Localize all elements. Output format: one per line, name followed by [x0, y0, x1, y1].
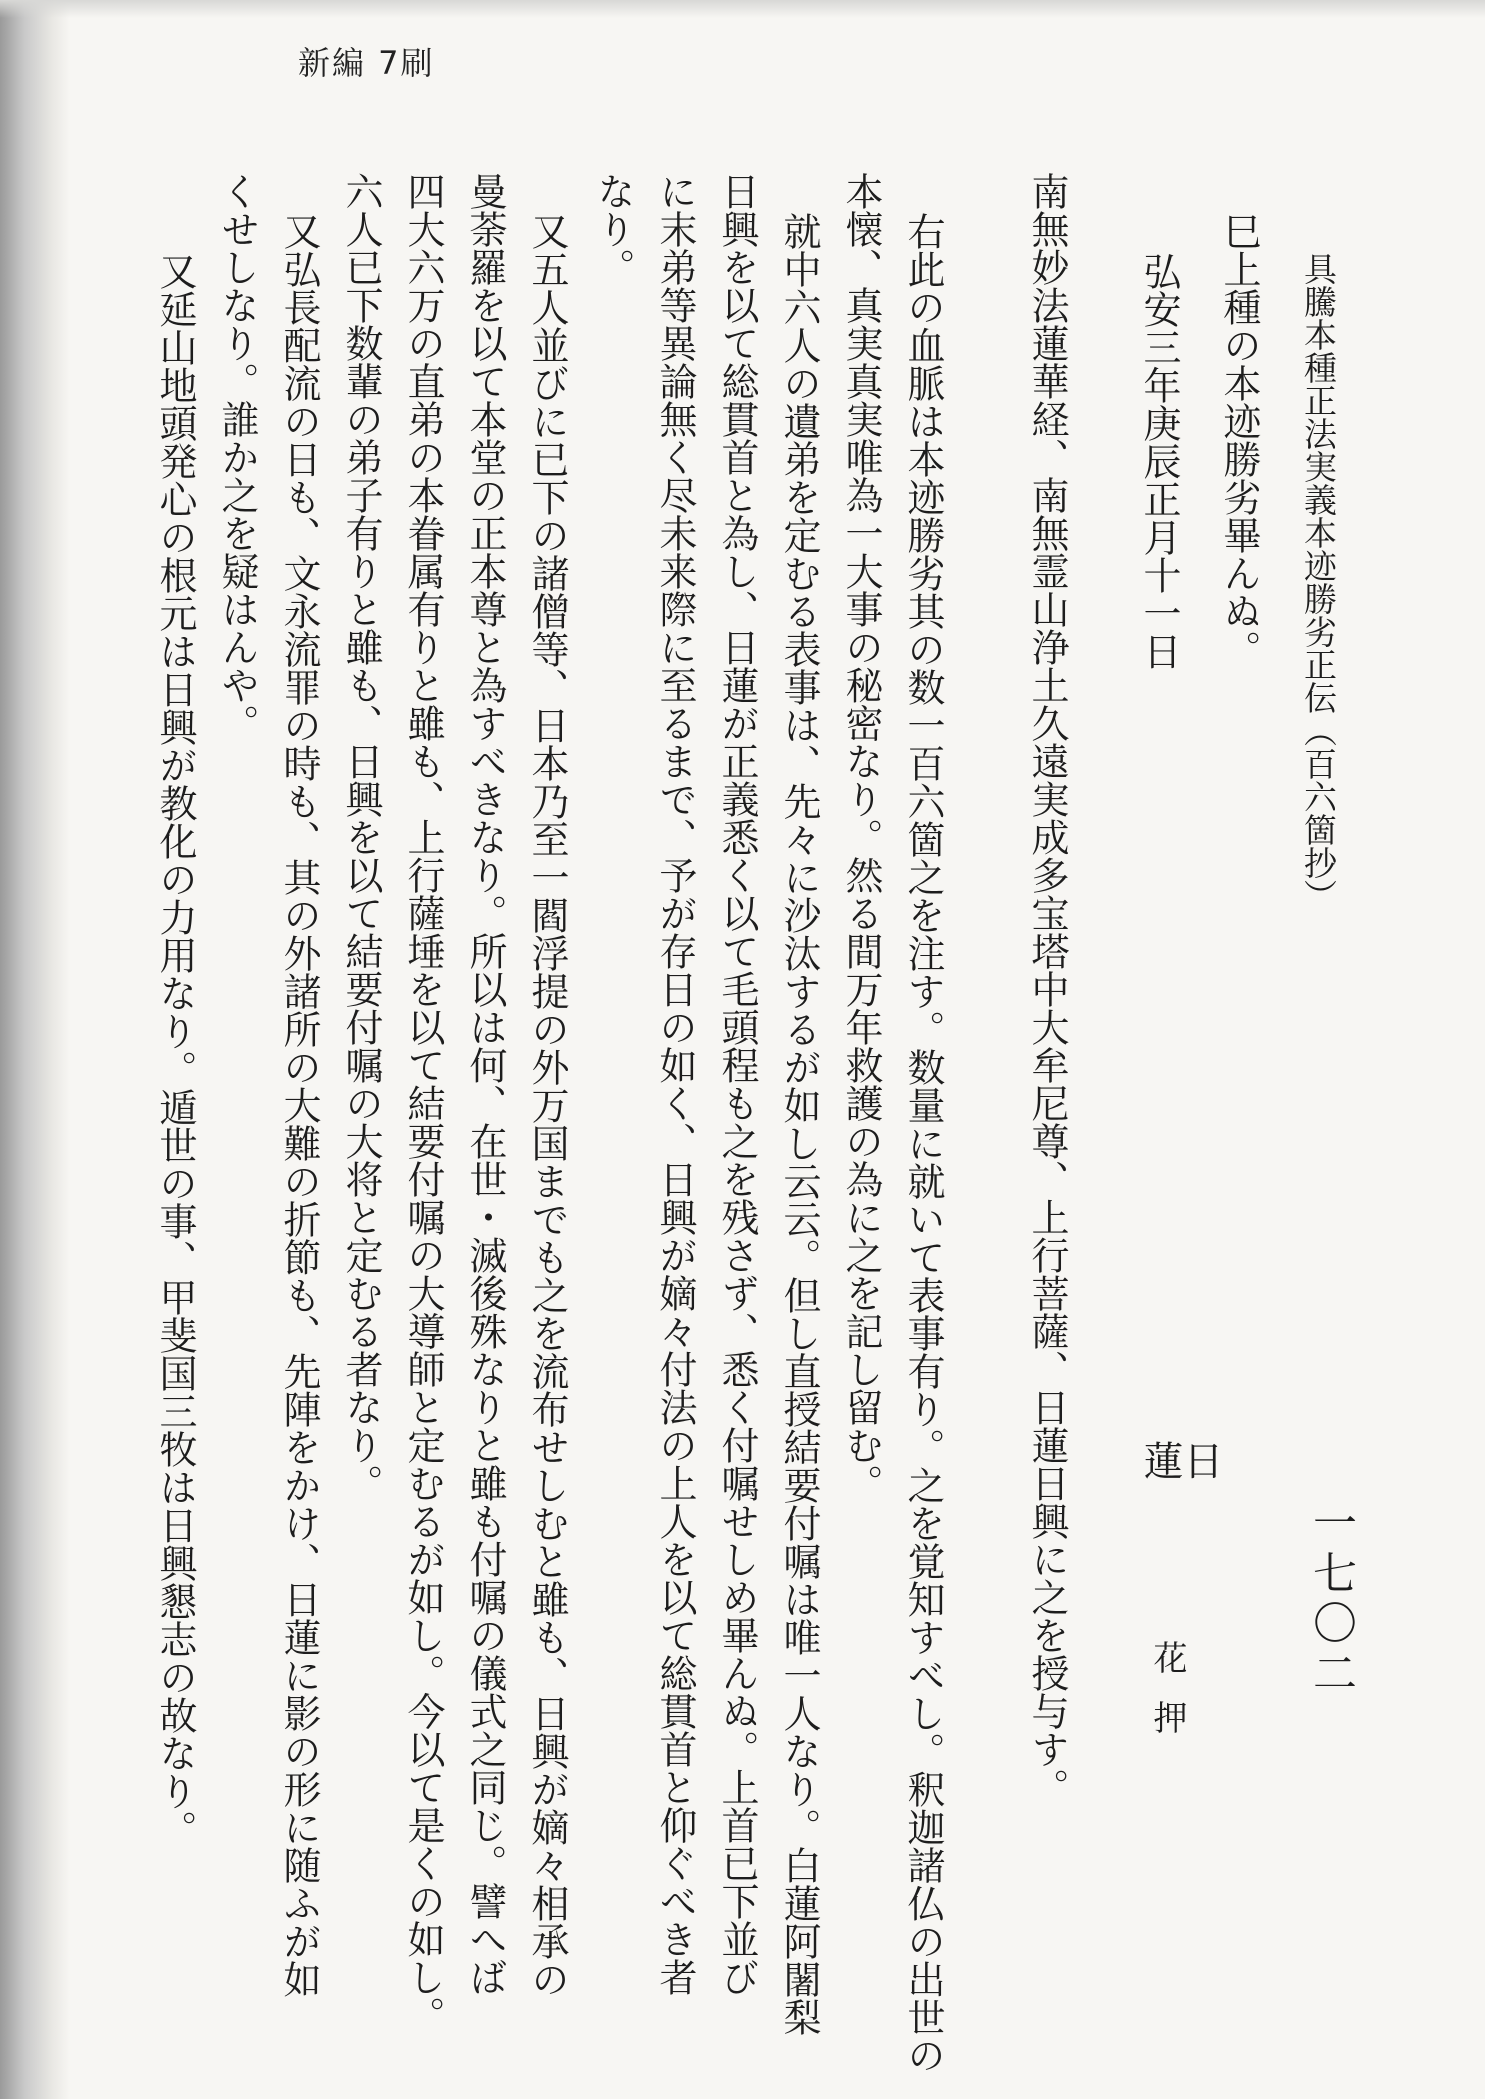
signature-block: [1137, 1440, 1223, 1540]
page-number: 一七〇二: [1305, 1500, 1356, 1700]
text-column-12: 四大六万の直弟の本眷属有りと雖も、上行薩埵を以て結要付嘱の大導師と定むるが如し。今以て是くの如し。: [401, 172, 445, 2034]
text-column-1: 巳上種の本迹勝劣畢んぬ。: [1217, 212, 1261, 668]
text-column-11: 曼荼羅を以て本堂の正本尊と為すべきなり。所以は何、在世・滅後殊なりと雖も付嘱の儀式之同じ。譬へば: [463, 172, 507, 1996]
text-column-10: 又五人並びに已下の諸僧等、日本乃至一閻浮提の外万国までも之を流布せしむと雖も、日興が嫡々相承の: [525, 212, 569, 1998]
scan-top-shadow: [0, 0, 1485, 18]
signature-kao: 花押: [1147, 1640, 1187, 1760]
text-column-16: 又延山地頭発心の根元は日興が教化の力用なり。遁世の事、甲斐国三牧は日興懇志の故なり。: [153, 252, 197, 1848]
date-line: 弘安三年庚辰正月十一日: [1137, 252, 1181, 670]
text-column-15: くせしなり。誰か之を疑はんや。: [215, 172, 259, 742]
text-column-9: なり。: [591, 172, 635, 286]
text-column-5: 本懐、真実真実唯為一大事の秘密なり。然る間万年救護の為に之を記し留む。: [839, 172, 883, 1502]
signature-name-second: 蓮: [1137, 1440, 1183, 1480]
text-column-8: に末弟等異論無く尽未来際に至るまで、予が存日の如く、日興が嫡々付法の上人を以て総貫首と仰ぐべき者: [653, 172, 697, 1996]
text-column-6: 就中六人の遺弟を定むる表事は、先々に沙汰するが如し云云。但し直授結要付嘱は唯一人なり。白蓮阿闍梨: [777, 212, 821, 2036]
text-column-14: 又弘長配流の日も、文永流罪の時も、其の外諸所の大難の折節も、先陣をかけ、日蓮に影の形に随ふが如: [277, 212, 321, 1998]
text-column-7: 日興を以て総貫首と為し、日蓮が正義悉く以て毛頭程も之を残さず、悉く付嘱せしめ畢んぬ。上首已下並び: [715, 172, 759, 1996]
signature-name-first: 日: [1177, 1440, 1223, 1480]
edition-stamp: 新編 7刷: [298, 44, 435, 82]
running-header-title: 具騰本種正法実義本迹勝劣正伝（百六箇抄）: [1299, 252, 1338, 912]
text-column-3: 南無妙法蓮華経、南無霊山浄土久遠実成多宝塔中大牟尼尊、上行菩薩、日蓮日興に之を授与す。: [1025, 172, 1069, 1806]
text-column-4: 右此の血脈は本迹勝劣其の数一百六箇之を注す。数量に就いて表事有り。之を覚知すべし。釈迦諸仏の出世の: [901, 212, 945, 2074]
scan-edge-shadow: [0, 0, 70, 2099]
text-column-13: 六人已下数輩の弟子有りと雖も、日興を以て結要付嘱の大将と定むる者なり。: [339, 172, 383, 1502]
